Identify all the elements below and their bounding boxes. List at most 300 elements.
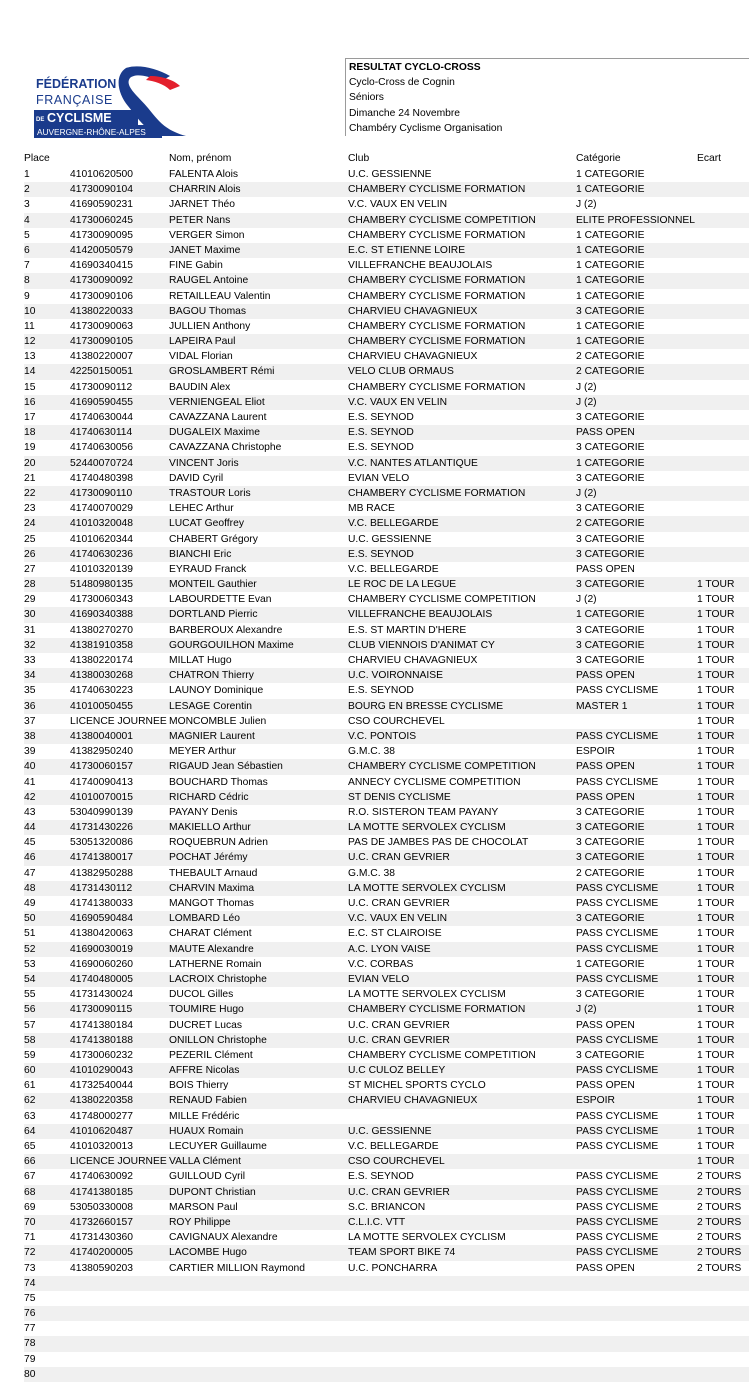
- cell-name: VERGER Simon: [169, 229, 245, 241]
- cell-licence: 41740480398: [70, 472, 133, 484]
- cell-category: PASS OPEN: [576, 791, 635, 803]
- table-row: [24, 547, 749, 562]
- table-row: [24, 638, 749, 653]
- table-row: [24, 668, 749, 683]
- table-row: [24, 1261, 749, 1276]
- event-info-box: [345, 58, 749, 136]
- cell-name: LACROIX Christophe: [169, 973, 267, 985]
- cell-gap: 1 TOUR: [697, 791, 735, 803]
- table-row: [24, 1139, 749, 1154]
- cell-name: CAVAZZANA Laurent: [169, 412, 267, 423]
- cell-category: 2 CATEGORIE: [576, 366, 645, 378]
- logo-text-federation: FÉDÉRATION: [36, 77, 117, 91]
- cell-licence: 41380420063: [70, 928, 133, 940]
- cell-club: ST DENIS CYCLISME: [348, 791, 451, 803]
- cell-name: POCHAT Jérémy: [169, 852, 248, 864]
- cell-place: 1: [24, 169, 30, 180]
- cell-place: 4: [24, 214, 30, 226]
- cell-licence: 41380270270: [70, 624, 133, 636]
- cell-category: J (2): [576, 199, 597, 211]
- cell-place: 26: [24, 548, 36, 560]
- cell-name: FINE Gabin: [169, 260, 223, 272]
- cell-name: JULLIEN Anthony: [169, 320, 251, 332]
- cell-category: PASS OPEN: [576, 670, 635, 682]
- cell-licence: 41741380184: [70, 1019, 133, 1031]
- cell-place: 39: [24, 746, 36, 758]
- table-row: [24, 1078, 749, 1093]
- cell-licence: 41740630044: [70, 412, 133, 423]
- cell-place: 57: [24, 1019, 36, 1031]
- cell-club: CHAMBERY CYCLISME COMPETITION: [348, 1049, 536, 1061]
- cell-category: 1 CATEGORIE: [576, 958, 645, 970]
- cell-place: 46: [24, 852, 36, 864]
- cell-club: U.C. CRAN GEVRIER: [348, 898, 450, 909]
- event-organizer: Chambéry Cyclisme Organisation: [349, 122, 503, 134]
- cell-club: E.S. SEYNOD: [348, 427, 414, 439]
- cell-category: 3 CATEGORIE: [576, 806, 645, 818]
- logo-text-cyclisme: CYCLISME: [47, 111, 112, 125]
- cell-category: PASS CYCLISME: [576, 1141, 659, 1152]
- cell-gap: 2 TOURS: [697, 1171, 742, 1183]
- cell-licence: 41690340388: [70, 609, 133, 621]
- cell-category: PASS CYCLISME: [576, 1034, 659, 1046]
- cell-club: A.C. LYON VAISE: [348, 943, 431, 955]
- cell-club: U.C CULOZ BELLEY: [348, 1065, 446, 1077]
- table-row: [24, 364, 749, 379]
- cell-place: 80: [24, 1368, 36, 1380]
- cell-place: 34: [24, 670, 36, 682]
- table-row: [24, 1185, 749, 1200]
- cell-licence: 41740480005: [70, 973, 133, 985]
- cell-gap: 1 TOUR: [697, 776, 735, 788]
- cell-category: PASS CYCLISME: [576, 685, 659, 697]
- cell-name: MANGOT Thomas: [169, 898, 254, 909]
- cell-gap: 1 TOUR: [697, 1065, 735, 1077]
- cell-club: U.C. PONCHARRA: [348, 1262, 438, 1274]
- cell-gap: 1 TOUR: [697, 1110, 735, 1122]
- cell-licence: 41730060245: [70, 214, 133, 226]
- cell-licence: 41731430112: [70, 882, 133, 894]
- cell-gap: 1 TOUR: [697, 670, 735, 682]
- cell-name: VALLA Clément: [169, 1156, 241, 1168]
- cell-name: LESAGE Corentin: [169, 700, 252, 712]
- cell-name: CHARRIN Alois: [169, 184, 241, 196]
- cell-category: 1 CATEGORIE: [576, 244, 645, 256]
- table-row: [24, 1336, 749, 1351]
- cell-place: 73: [24, 1262, 36, 1274]
- cell-licence: 41380220358: [70, 1095, 133, 1107]
- table-row: [24, 501, 749, 516]
- cell-place: 14: [24, 366, 36, 378]
- cell-club: LA MOTTE SERVOLEX CYCLISM: [348, 1232, 506, 1244]
- cell-name: MONCOMBLE Julien: [169, 715, 267, 727]
- cell-name: MAGNIER Laurent: [169, 730, 255, 742]
- cell-gap: 1 TOUR: [697, 1019, 735, 1031]
- cell-name: GOURGOUILHON Maxime: [169, 639, 294, 651]
- table-row: [24, 592, 749, 607]
- cell-gap: 1 TOUR: [697, 715, 735, 727]
- cell-name: THEBAULT Arnaud: [169, 867, 258, 879]
- cell-category: MASTER 1: [576, 700, 628, 712]
- cell-licence: 41748000277: [70, 1110, 133, 1122]
- cell-club: C.L.I.C. VTT: [348, 1216, 406, 1228]
- table-row: [24, 714, 749, 729]
- cell-licence: 53050330008: [70, 1201, 133, 1213]
- cell-category: PASS CYCLISME: [576, 1247, 659, 1259]
- cell-name: TRASTOUR Loris: [169, 487, 251, 499]
- cell-place: 77: [24, 1323, 36, 1335]
- cell-category: PASS OPEN: [576, 761, 635, 773]
- cell-category: 1 CATEGORIE: [576, 336, 645, 348]
- cell-club: V.C. BELLEGARDE: [348, 1141, 439, 1152]
- cell-name: AFFRE Nicolas: [169, 1065, 240, 1077]
- cell-category: PASS CYCLISME: [576, 1110, 659, 1122]
- cell-place: 25: [24, 533, 36, 545]
- cell-club: V.C. VAUX EN VELIN: [348, 199, 448, 211]
- cell-gap: 1 TOUR: [697, 867, 735, 879]
- cell-place: 12: [24, 336, 36, 348]
- cell-gap: 1 TOUR: [697, 1095, 735, 1107]
- cell-licence: 41380030268: [70, 670, 133, 682]
- cell-place: 10: [24, 305, 36, 317]
- cell-club: CSO COURCHEVEL: [348, 715, 445, 727]
- cell-place: 65: [24, 1141, 36, 1152]
- cell-category: ESPOIR: [576, 1095, 615, 1107]
- header-club: Club: [348, 153, 370, 164]
- table-row: [24, 607, 749, 622]
- cell-gap: 1 TOUR: [697, 852, 735, 864]
- cell-club: CHAMBERY CYCLISME COMPETITION: [348, 761, 536, 773]
- cell-licence: 41730060232: [70, 1049, 133, 1061]
- cell-name: MILLAT Hugo: [169, 655, 232, 666]
- cell-name: LECUYER Guillaume: [169, 1141, 267, 1152]
- table-row: [24, 471, 749, 486]
- cell-category: 3 CATEGORIE: [576, 1049, 645, 1061]
- cell-name: PETER Nans: [169, 214, 231, 226]
- table-row: [24, 1321, 749, 1336]
- cell-club: CHAMBERY CYCLISME FORMATION: [348, 229, 526, 241]
- cell-licence: 41741380185: [70, 1186, 133, 1198]
- cell-club: E.C. ST ETIENNE LOIRE: [348, 244, 466, 256]
- cell-category: PASS CYCLISME: [576, 1201, 659, 1213]
- cell-name: PAYANY Denis: [169, 806, 238, 818]
- cell-gap: 1 TOUR: [697, 837, 735, 849]
- cell-club: U.C. GESSIENNE: [348, 169, 432, 180]
- cell-club: V.C. BELLEGARDE: [348, 518, 439, 530]
- table-row: [24, 334, 749, 349]
- cell-place: 62: [24, 1095, 36, 1107]
- cell-place: 50: [24, 913, 36, 925]
- table-row: [24, 1215, 749, 1230]
- cell-place: 36: [24, 700, 36, 712]
- cell-category: 2 CATEGORIE: [576, 867, 645, 879]
- table-row: [24, 623, 749, 638]
- cell-club: S.C. BRIANCON: [348, 1201, 426, 1213]
- cell-name: ROQUEBRUN Adrien: [169, 837, 268, 849]
- cell-place: 41: [24, 776, 36, 788]
- cell-licence: 41690590231: [70, 199, 133, 211]
- cell-place: 53: [24, 958, 36, 970]
- cell-place: 79: [24, 1353, 36, 1365]
- cell-category: 3 CATEGORIE: [576, 822, 645, 834]
- cell-name: RIGAUD Jean Sébastien: [169, 761, 283, 773]
- cell-club: G.M.C. 38: [348, 867, 395, 879]
- table-header: [24, 151, 749, 167]
- table-row: [24, 304, 749, 319]
- cell-category: ELITE PROFESSIONNEL: [576, 214, 696, 226]
- cell-category: 1 CATEGORIE: [576, 457, 645, 469]
- cell-category: 1 CATEGORIE: [576, 609, 645, 621]
- table-row: [24, 926, 749, 941]
- cell-category: J (2): [576, 1004, 597, 1016]
- table-row: [24, 896, 749, 911]
- cell-place: 59: [24, 1049, 36, 1061]
- cell-gap: 1 TOUR: [697, 761, 735, 773]
- cell-category: 3 CATEGORIE: [576, 305, 645, 317]
- cell-gap: 1 TOUR: [697, 989, 735, 1001]
- cell-place: 31: [24, 624, 36, 636]
- cell-club: V.C. BELLEGARDE: [348, 563, 439, 575]
- cell-place: 32: [24, 639, 36, 651]
- cell-category: 3 CATEGORIE: [576, 913, 645, 925]
- cell-place: 78: [24, 1338, 36, 1350]
- cell-place: 27: [24, 563, 36, 575]
- cell-name: DAVID Cyril: [169, 472, 224, 484]
- cell-club: CLUB VIENNOIS D'ANIMAT CY: [348, 639, 495, 651]
- cell-name: CAVAZZANA Christophe: [169, 442, 282, 454]
- header-category: Catégorie: [576, 153, 621, 164]
- table-row: [24, 850, 749, 865]
- cell-club: V.C. VAUX EN VELIN: [348, 396, 448, 408]
- cell-place: 55: [24, 989, 36, 1001]
- table-row: [24, 1002, 749, 1017]
- cell-gap: 1 TOUR: [697, 1034, 735, 1046]
- cell-licence: 42250150051: [70, 366, 133, 378]
- table-row: [24, 1291, 749, 1306]
- cell-place: 68: [24, 1186, 36, 1198]
- cell-club: ANNECY CYCLISME COMPETITION: [348, 776, 521, 788]
- table-row: [24, 1306, 749, 1321]
- cell-place: 54: [24, 973, 36, 985]
- cell-category: PASS OPEN: [576, 1080, 635, 1092]
- cell-gap: 1 TOUR: [697, 1125, 735, 1137]
- table-row: [24, 1169, 749, 1184]
- cell-club: U.C. CRAN GEVRIER: [348, 1019, 450, 1031]
- cell-category: 2 CATEGORIE: [576, 351, 645, 363]
- cell-name: VIDAL Florian: [169, 351, 233, 363]
- table-row: [24, 911, 749, 926]
- cell-club: EVIAN VELO: [348, 472, 410, 484]
- cell-licence: 41690030019: [70, 943, 133, 955]
- cell-name: GROSLAMBERT Rémi: [169, 366, 275, 378]
- cell-name: BOUCHARD Thomas: [169, 776, 268, 788]
- cell-name: BAGOU Thomas: [169, 305, 247, 317]
- header-gap: Ecart: [697, 153, 722, 164]
- cell-gap: 1 TOUR: [697, 579, 735, 591]
- table-row: [24, 410, 749, 425]
- cell-name: MONTEIL Gauthier: [169, 579, 257, 591]
- cell-name: CARTIER MILLION Raymond: [169, 1262, 305, 1274]
- cell-name: LEHEC Arthur: [169, 503, 234, 515]
- results-table: [24, 151, 749, 1382]
- table-row: [24, 1154, 749, 1169]
- table-row: [24, 729, 749, 744]
- cell-place: 22: [24, 487, 36, 499]
- cell-club: U.C. GESSIENNE: [348, 533, 432, 545]
- cell-club: U.C. CRAN GEVRIER: [348, 1186, 450, 1198]
- cell-name: VINCENT Joris: [169, 457, 239, 469]
- cell-name: LAPEIRA Paul: [169, 336, 236, 348]
- cell-club: VILLEFRANCHE BEAUJOLAIS: [348, 260, 493, 272]
- cell-licence: 53051320086: [70, 837, 133, 849]
- cell-club: LA MOTTE SERVOLEX CYCLISM: [348, 822, 506, 834]
- cell-club: PAS DE JAMBES PAS DE CHOCOLAT: [348, 837, 529, 849]
- cell-licence: 53040990139: [70, 806, 133, 818]
- cell-name: BIANCHI Eric: [169, 548, 232, 560]
- cell-club: CHAMBERY CYCLISME COMPETITION: [348, 594, 536, 606]
- cell-licence: 41010290043: [70, 1065, 133, 1077]
- table-row: [24, 1109, 749, 1124]
- cell-category: 3 CATEGORIE: [576, 503, 645, 515]
- cell-licence: 52440070724: [70, 457, 133, 469]
- table-row: [24, 1063, 749, 1078]
- cell-gap: 1 TOUR: [697, 928, 735, 940]
- cell-category: PASS CYCLISME: [576, 973, 659, 985]
- cell-club: U.C. CRAN GEVRIER: [348, 852, 450, 864]
- cell-category: PASS CYCLISME: [576, 776, 659, 788]
- cell-place: 72: [24, 1247, 36, 1259]
- cell-gap: 1 TOUR: [697, 746, 735, 758]
- cell-category: 3 CATEGORIE: [576, 548, 645, 560]
- cell-place: 30: [24, 609, 36, 621]
- cell-licence: 41382950240: [70, 746, 133, 758]
- cell-place: 35: [24, 685, 36, 697]
- cell-club: CHAMBERY CYCLISME COMPETITION: [348, 214, 536, 226]
- cell-club: CHAMBERY CYCLISME FORMATION: [348, 1004, 526, 1016]
- cell-club: E.S. SEYNOD: [348, 685, 414, 697]
- cell-name: HUAUX Romain: [169, 1125, 244, 1137]
- cell-name: FALENTA Alois: [169, 169, 239, 180]
- cell-licence: 41010620344: [70, 533, 133, 545]
- cell-club: E.S. SEYNOD: [348, 442, 414, 454]
- table-row: [24, 1093, 749, 1108]
- cell-place: 75: [24, 1292, 36, 1304]
- cell-licence: 41740630236: [70, 548, 133, 560]
- cell-licence: 41740200005: [70, 1247, 133, 1259]
- cell-licence: 41731430226: [70, 822, 133, 834]
- event-title: RESULTAT CYCLO-CROSS: [349, 62, 481, 73]
- cell-licence: 41740630056: [70, 442, 133, 454]
- cell-place: 20: [24, 457, 36, 469]
- cell-place: 23: [24, 503, 36, 515]
- cell-club: CHAMBERY CYCLISME FORMATION: [348, 487, 526, 499]
- table-row: [24, 775, 749, 790]
- cell-club: CHAMBERY CYCLISME FORMATION: [348, 381, 526, 393]
- cell-place: 64: [24, 1125, 36, 1137]
- cell-licence: 41730060157: [70, 761, 133, 773]
- cell-club: E.S. ST MARTIN D'HERE: [348, 624, 467, 636]
- cell-category: 3 CATEGORIE: [576, 624, 645, 636]
- cell-place: 24: [24, 518, 36, 530]
- cell-name: EYRAUD Franck: [169, 563, 247, 575]
- cell-place: 38: [24, 730, 36, 742]
- cell-club: G.M.C. 38: [348, 746, 395, 758]
- cell-name: RICHARD Cédric: [169, 791, 249, 803]
- cell-place: 60: [24, 1065, 36, 1077]
- cell-licence: 41380590203: [70, 1262, 133, 1274]
- table-row: [24, 182, 749, 197]
- cell-licence: 41730090112: [70, 381, 133, 393]
- cell-place: 44: [24, 822, 36, 834]
- cell-place: 28: [24, 579, 36, 591]
- cell-gap: 1 TOUR: [697, 943, 735, 955]
- cell-gap: 2 TOURS: [697, 1186, 742, 1198]
- cell-category: 1 CATEGORIE: [576, 184, 645, 196]
- event-category: Séniors: [349, 92, 384, 104]
- cell-place: 70: [24, 1216, 36, 1228]
- cell-name: DUGALEIX Maxime: [169, 427, 260, 439]
- cell-licence: 41741380033: [70, 898, 133, 909]
- table-row: [24, 1352, 749, 1367]
- cell-licence: 41731430024: [70, 989, 133, 1001]
- cell-club: V.C. NANTES ATLANTIQUE: [348, 457, 478, 469]
- table-row: [24, 197, 749, 212]
- cell-gap: 2 TOURS: [697, 1247, 742, 1259]
- table-row: [24, 866, 749, 881]
- table-row: [24, 380, 749, 395]
- cell-category: PASS CYCLISME: [576, 943, 659, 955]
- cell-licence: 41690340415: [70, 260, 133, 272]
- cell-licence: 41740630092: [70, 1171, 133, 1183]
- cell-gap: 1 TOUR: [697, 822, 735, 834]
- cell-licence: 41730090106: [70, 290, 133, 302]
- table-row: [24, 395, 749, 410]
- cell-place: 37: [24, 715, 36, 727]
- cell-licence: 41380040001: [70, 730, 133, 742]
- cell-category: 3 CATEGORIE: [576, 412, 645, 423]
- cell-licence: 41740630114: [70, 427, 133, 439]
- cell-club: E.S. SEYNOD: [348, 412, 414, 423]
- cell-place: 7: [24, 260, 30, 272]
- table-row: [24, 289, 749, 304]
- cell-club: LA MOTTE SERVOLEX CYCLISM: [348, 989, 506, 1001]
- cell-licence: 41730090105: [70, 336, 133, 348]
- cell-place: 2: [24, 184, 30, 196]
- cell-licence: 41010320139: [70, 563, 133, 575]
- cell-category: PASS CYCLISME: [576, 1232, 659, 1244]
- cell-place: 49: [24, 898, 36, 909]
- cell-category: J (2): [576, 381, 597, 393]
- cell-name: TOUMIRE Hugo: [169, 1004, 244, 1016]
- cell-licence: 41730090115: [70, 1004, 133, 1016]
- cell-place: 6: [24, 244, 30, 256]
- table-row: [24, 456, 749, 471]
- cell-club: EVIAN VELO: [348, 973, 410, 985]
- cell-name: RENAUD Fabien: [169, 1095, 247, 1107]
- cell-name: RAUGEL Antoine: [169, 275, 249, 287]
- cell-name: BAUDIN Alex: [169, 381, 231, 393]
- cell-category: 3 CATEGORIE: [576, 533, 645, 545]
- cell-gap: 2 TOURS: [697, 1201, 742, 1213]
- cell-place: 51: [24, 928, 36, 940]
- table-row: [24, 942, 749, 957]
- cell-licence: 41730090092: [70, 275, 133, 287]
- cell-name: DORTLAND Pierric: [169, 609, 258, 621]
- cell-club: V.C. VAUX EN VELIN: [348, 913, 448, 925]
- cell-category: 3 CATEGORIE: [576, 579, 645, 591]
- cell-place: 47: [24, 867, 36, 879]
- cell-gap: 1 TOUR: [697, 1004, 735, 1016]
